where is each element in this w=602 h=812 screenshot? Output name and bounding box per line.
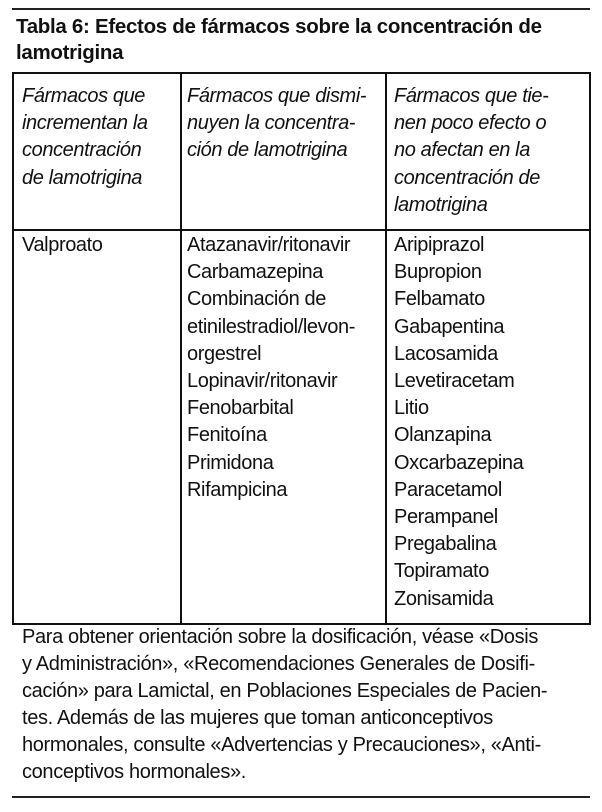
text-line: Pregabalina (394, 533, 497, 556)
text-line: concentración de (394, 166, 540, 189)
text-line: lamotrigina (394, 193, 488, 216)
text-line: lamotrigina (16, 41, 124, 64)
list-decrease (187, 232, 355, 504)
text-line: Fármacos que dismi- (187, 85, 367, 107)
text-line: de lamotrigina (22, 166, 143, 189)
column-divider (385, 74, 387, 623)
bottom-rule (12, 796, 590, 798)
text-line: etinilestradiol/levon- (187, 315, 355, 338)
footnote (22, 624, 547, 786)
text-line: tes. Además de las mujeres que toman anticonceptivos (22, 707, 493, 729)
header-divider (14, 229, 589, 231)
text-line: no afectan en la (394, 139, 530, 162)
text-line: Fármacos que (22, 85, 146, 107)
text-line: Lacosamida (394, 342, 498, 365)
text-line: conceptivos hormonales». (22, 761, 246, 783)
text-line: Fenobarbital (187, 397, 294, 420)
text-line: Aripiprazol (394, 234, 485, 256)
column-divider (180, 74, 182, 623)
text-line: Oxcarbazepina (394, 451, 524, 474)
text-line: concentración (22, 139, 142, 162)
text-line: Bupropion (394, 261, 482, 284)
text-line: nuyen la concentra- (187, 112, 356, 135)
list-no-effect (394, 232, 523, 613)
text-line: Fenitoína (187, 424, 267, 447)
text-line: Tabla 6: Efectos de fármacos sobre la concentración de (16, 15, 542, 38)
text-line: Atazanavir/ritonavir (187, 234, 351, 256)
text-line: incrementan la (22, 112, 148, 135)
text-line: Olanzapina (394, 424, 492, 447)
table-title (16, 14, 542, 66)
text-line: hormonales, consulte «Advertencias y Precauciones», «Anti- (22, 734, 541, 756)
text-line: Zonisamida (394, 587, 494, 610)
header-no-effect (394, 83, 548, 219)
header-decrease (187, 83, 366, 165)
text-line: Topiramato (394, 560, 489, 583)
text-line: Gabapentina (394, 315, 505, 338)
list-increase (22, 232, 103, 259)
text-line: nen poco efecto o (394, 112, 547, 135)
text-line: Primidona (187, 451, 274, 474)
text-line: cación» para Lamictal, en Poblaciones Especiales de Pacien- (22, 680, 548, 702)
text-line: Levetiracetam (394, 370, 515, 393)
text-line: Para obtener orientación sobre la dosificación, véase «Dosis (22, 626, 538, 648)
text-line: Rifampicina (187, 478, 288, 501)
text-line: ción de lamotrigina (187, 139, 348, 162)
text-line: Carbamazepina (187, 261, 323, 284)
text-line: Fármacos que tie- (394, 85, 549, 107)
text-line: Lopinavir/ritonavir (187, 370, 338, 393)
text-line: Perampanel (394, 506, 498, 529)
text-line: y Administración», «Recomendaciones Generales de Dosifi- (22, 653, 535, 675)
text-line: Paracetamol (394, 478, 502, 501)
text-line: orgestrel (187, 342, 262, 365)
text-line: Valproato (22, 234, 103, 256)
top-rule (12, 8, 590, 10)
text-line: Combinación de (187, 288, 326, 311)
drug-interaction-table (12, 72, 591, 625)
header-increase (22, 83, 148, 192)
text-line: Litio (394, 397, 429, 420)
text-line: Felbamato (394, 288, 485, 311)
